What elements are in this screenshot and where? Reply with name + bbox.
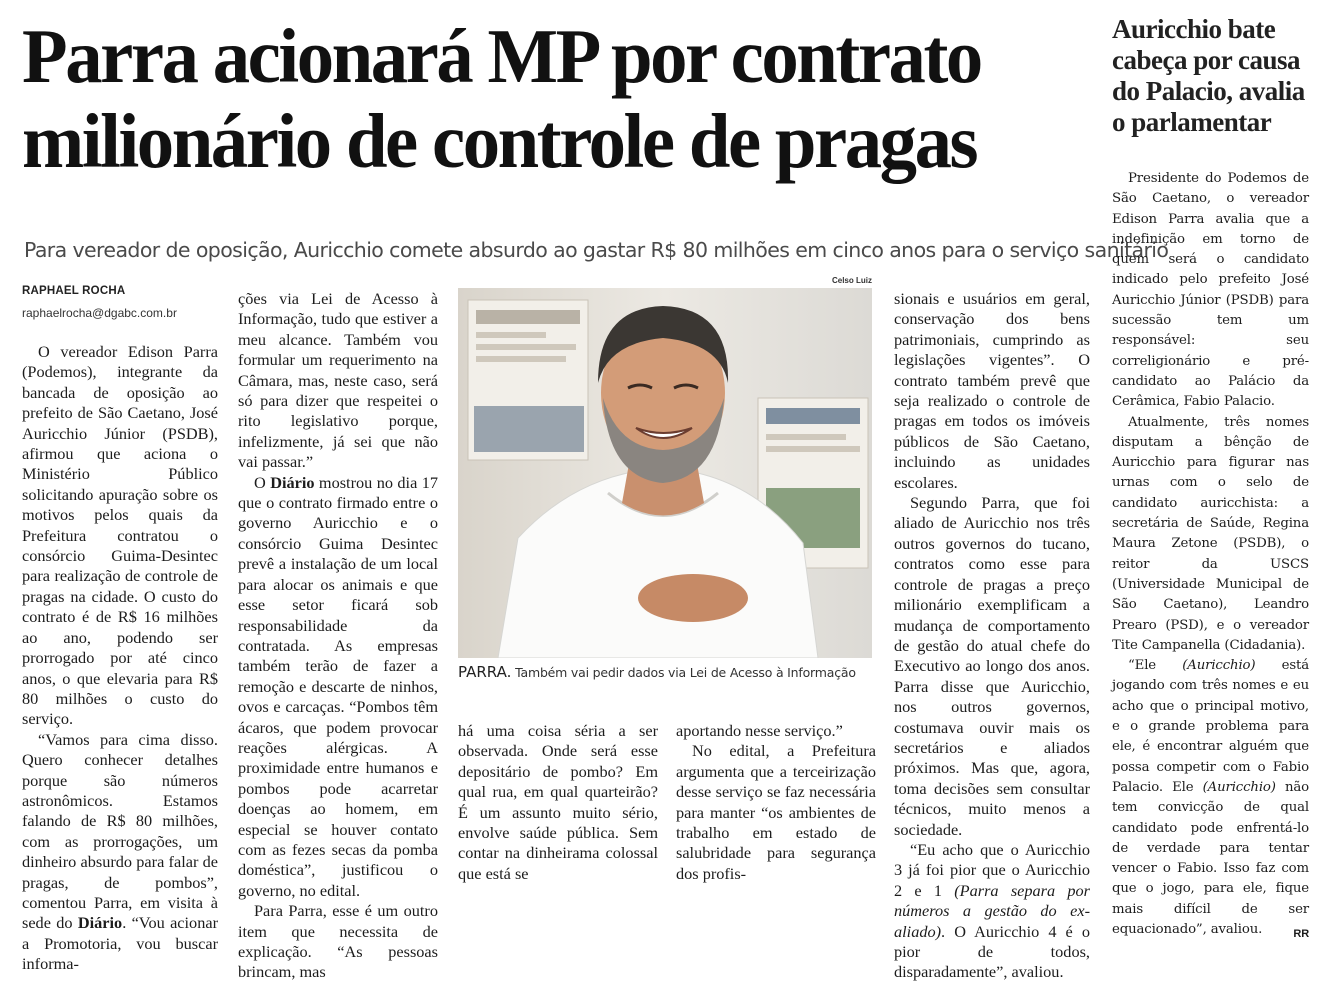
- article-column-4: [676, 721, 876, 884]
- article-paragraph: [238, 473, 438, 902]
- paragraph-aside: (Parra separa por números a gestão do ex-aliado): [894, 880, 1090, 941]
- sidebar-paragraph: Atualmente, três nomes disputam a bênção de Auricchio para figurar nas urnas com o selo de candidato auricchista: a secretária de Saúde, Regina Maura Zetone (PSDB), o reitor da USCS (Universidade Municipal de São Caetano), Leandro Prearo (PSD), e o vereador Tite Campanella (Cidadania).: [1112, 414, 1309, 653]
- sidebar-signature: RR: [1293, 927, 1309, 940]
- paragraph-text: “Vamos para cima disso. Quero conhecer detalhes porque são números astronômicos. Estamos falando de R$ 80 milhões, com as prorrogações, um dinheiro absurdo para falar de pragas, de pombos”, comentou Parra, em visita à sede do: [22, 729, 218, 933]
- portrait-photo: [458, 288, 872, 658]
- paragraph-text: . O Auricchio 4 é o pior de todos, disparadamente”, avaliou.: [894, 921, 1090, 982]
- article-paragraph: Para Parra, esse é um outro item que necessita de explicação. “As pessoas brincam, mas: [238, 901, 438, 982]
- paragraph-text: O: [254, 472, 271, 492]
- article-paragraph: [22, 730, 218, 975]
- article-column-3: [458, 721, 658, 884]
- photo-credit: Celso Luiz: [831, 276, 872, 285]
- subheadline: Para vereador de oposição, Auricchio comete absurdo ao gastar R$ 80 milhões em cinco anos para o serviço sanitário: [24, 238, 1169, 262]
- sidebar-headline: Auricchio bate cabeça por causa do Palacio, avalia o parlamentar: [1112, 14, 1305, 137]
- article-column-1: [22, 342, 218, 975]
- quote-aside: (Auricchio): [1182, 658, 1256, 674]
- paragraph-text: mostrou no dia 17 que o contrato firmado entre o governo Auricchio e o consórcio Guima Desintec prevê a instalação de um local para alocar os animais e que esse setor ficará sob responsabilidade da contratada. As empresas também terão de fazer a remoção e descarte de ninhos, ovos e carcaças. “Pombos têm ácaros, que podem provocar reações alérgicas. A proximidade entre humanos e pombos pode acarretar doenças ao homem, em especial se houver contato com as fezes secas da pomba doméstica”, justificou o governo, no edital.: [238, 472, 439, 900]
- article-paragraph: Segundo Parra, que foi aliado de Auricchio nos três outros governos do tucano, contratos como esse para controle de pragas a preço milionário exemplificam a mudança de comportamento de gestão do atual chefe do Executivo ao longo dos anos. Parra disse que Auricchio, nos outros governos, costumava ouvir mais os secretários e aliados próximos. Mas que, agora, toma decisões sem consultar técnicos, muito menos a sociedade.: [894, 493, 1090, 839]
- sidebar-body: [1112, 169, 1309, 944]
- article-column-5: [894, 289, 1090, 983]
- article-paragraph: O vereador Edison Parra (Podemos), integrante da bancada de oposição ao prefeito de São Caetano, José Auricchio Júnior (PSDB), afirmou que aciona o Ministério Público solicitando apuração sobre os motivos pelos quais da Prefeitura contratou o consórcio Guima-Desintec para realização de controle de pragas na cidade. O custo do contrato é de R$ 16 milhões ao ano, podendo ser prorrogado por até cinco anos, o que elevaria para R$ 80 milhões o custo do serviço.: [22, 342, 218, 729]
- caption-text: Também vai pedir dados via Lei de Acesso à Informação: [515, 665, 856, 680]
- article-paragraph: ções via Lei de Acesso à Informação, tudo que estiver a meu alcance. Também vou formular um requerimento na Câmara, mas, neste caso, será só para dizer que respeitei o rito legislativo porque, infelizmente, já sei que não vai passar.”: [238, 289, 438, 472]
- article-column-2: [238, 289, 438, 983]
- article-paragraph: No edital, a Prefeitura argumenta que a terceirização desse serviço se faz necessária para manter “os ambientes de trabalho em estado de salubridade para segurança dos profis-: [676, 741, 876, 883]
- headline: Parra acionará MP por contrato milionário de controle de pragas: [22, 13, 981, 184]
- article-paragraph: há uma coisa séria a ser observada. Onde será esse depositário de pombo? Em qual rua, em qual quarteirão? É um assunto muito sério, envolve saúde pública. Sem contar na dinheirama colossal que está se: [458, 721, 658, 883]
- quote-aside: (Auricchio): [1202, 779, 1276, 795]
- sidebar-paragraph: Presidente do Podemos de São Caetano, o vereador Edison Parra avalia que a indefinição em torno de quem será o candidato indicado pelo prefeito José Auricchio Júnior (PSDB) para sucessão tem um responsável: seu correligionário e pré-candidato ao Palácio da Cerâmica, Fabio Palacio.: [1112, 171, 1309, 410]
- photo-caption: [458, 663, 878, 681]
- quote-text: está jogando com três nomes e eu acho que o principal motivo, e o grande problema para ele, é encontrar alguém que possa competir com o Fabio Palacio. Ele: [1112, 658, 1309, 795]
- paragraph-text: “Eu acho que o Auricchio 3 já foi pior que o Auricchio 2 e 1: [894, 839, 1090, 900]
- caption-lead: PARRA.: [458, 663, 512, 681]
- article-paragraph: aportando nesse serviço.”: [676, 721, 843, 740]
- byline-author: RAPHAEL ROCHA: [22, 285, 126, 297]
- sidebar-quote: [1112, 656, 1309, 940]
- article-paragraph: [894, 840, 1090, 983]
- quote-text: não tem convicção de qual candidato pode enfrentá-lo de verdade para tentar vencer o Fabio. Isso faz com que o jogo, para ele, fique mais difícil de ser equacionado”, avaliou.: [1112, 779, 1309, 937]
- newspaper-name: Diário: [77, 913, 123, 933]
- byline-email: raphaelrocha@dgabc.com.br: [22, 306, 177, 320]
- article-paragraph: sionais e usuários em geral, conservação dos bens patrimoniais, cumprindo as legislações vigentes”. O contrato também prevê que seja realizado o controle de pragas em todos os imóveis públicos de São Caetano, incluindo as unidades escolares.: [894, 289, 1090, 492]
- portrait-illustration: [458, 288, 872, 658]
- paragraph-text: . “Vou acionar a Promotoria, vou buscar informa-: [22, 913, 218, 974]
- newspaper-name: Diário: [270, 472, 315, 492]
- quote-text: “Ele: [1128, 658, 1183, 674]
